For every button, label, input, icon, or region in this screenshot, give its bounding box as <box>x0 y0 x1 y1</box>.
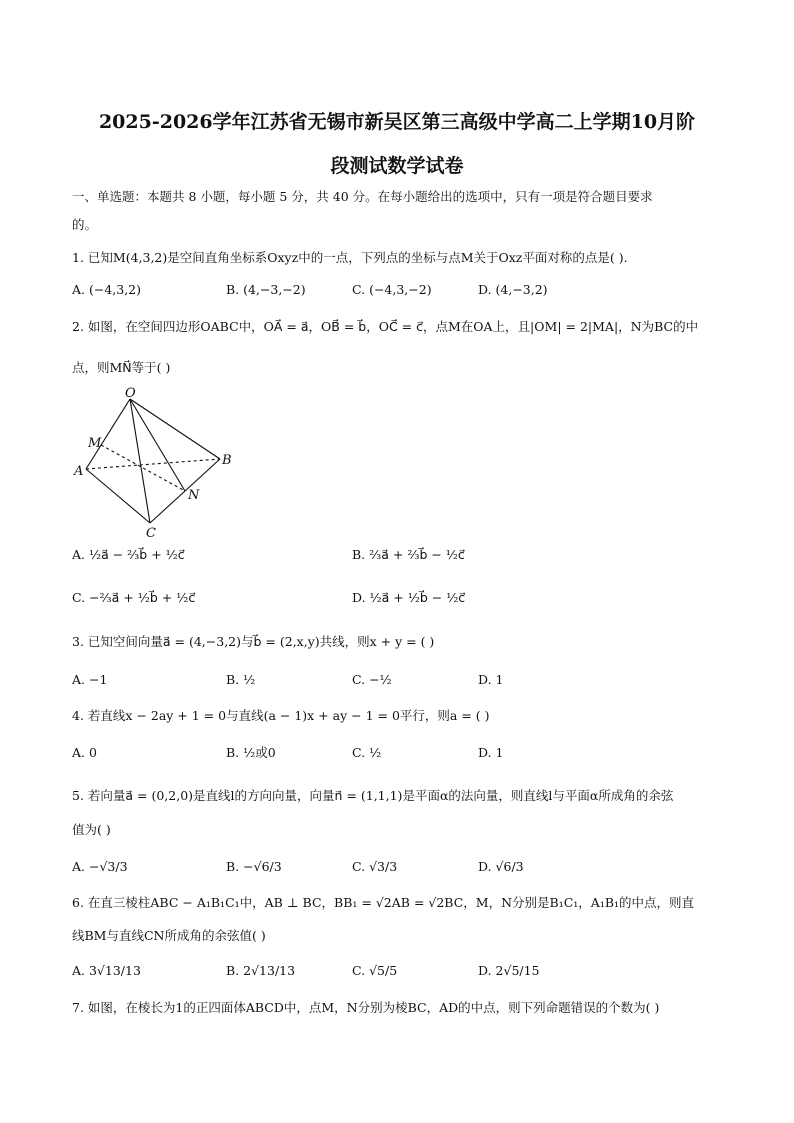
q1-option-a: A. (−4,3,2) <box>72 282 142 297</box>
q3-option-a: A. −1 <box>72 672 108 687</box>
label-o: O <box>125 386 136 401</box>
label-c: C <box>146 526 156 541</box>
question-2-text-cont: 点，则MN⃗等于( ) <box>72 360 171 375</box>
question-1-text: 1. 已知M(4,3,2)是空间直角坐标系Oxyz中的一点，下列点的坐标与点M关于Oxz平面对称的点是( ). <box>72 250 628 265</box>
segment-on <box>130 399 185 491</box>
q6-option-c: C. √5/5 <box>352 963 398 978</box>
edge-oc <box>130 399 150 523</box>
q3-option-c: C. −½ <box>352 672 392 687</box>
title-line-1: 2025-2026学年江苏省无锡市新吴区第三高级中学高二上学期10月阶 <box>98 111 696 133</box>
segment-mn <box>101 445 185 491</box>
question-3-text: 3. 已知空间向量a⃗ = (4,−3,2)与b⃗ = (2,x,y)共线，则x + y = ( ) <box>72 634 435 649</box>
q5-option-c: C. √3/3 <box>352 859 398 874</box>
label-m: M <box>88 436 102 451</box>
page-title <box>60 100 734 188</box>
question-5-text: 5. 若向量a⃗ = (0,2,0)是直线l的方向向量，向量n⃗ = (1,1,1)是平面α的法向量，则直线l与平面α所成角的余弦 <box>72 788 674 803</box>
label-b: B <box>222 453 232 468</box>
edge-ab <box>86 459 220 469</box>
label-a: A <box>74 464 84 479</box>
q1-option-c: C. (−4,3,−2) <box>352 282 432 297</box>
edge-oa <box>86 399 130 469</box>
q2-option-c: C. −⅔a⃗ + ½b⃗ + ½c⃗ <box>72 590 196 605</box>
q4-option-c: C. ½ <box>352 745 382 760</box>
q4-option-b: B. ½或0 <box>226 745 276 760</box>
question-4-text: 4. 若直线x − 2ay + 1 = 0与直线(a − 1)x + ay − 1 = 0平行，则a = ( ) <box>72 708 490 723</box>
q6-option-a: A. 3√13/13 <box>72 963 141 978</box>
q6-option-d: D. 2√5/15 <box>478 963 540 978</box>
tetrahedron-figure <box>72 385 252 545</box>
q3-option-d: D. 1 <box>478 672 504 687</box>
section-heading: 一、单选题：本题共 8 小题，每小题 5 分，共 40 分。在每小题给出的选项中，只有一项是符合题目要求 <box>72 189 653 204</box>
q1-option-b: B. (4,−3,−2) <box>226 282 306 297</box>
section-heading-cont: 的。 <box>72 217 98 232</box>
title-line-2: 段测试数学试卷 <box>330 155 464 177</box>
question-6-text-cont: 线BM与直线CN所成角的余弦值( ) <box>72 928 266 943</box>
q2-option-a: A. ½a⃗ − ⅔b⃗ + ½c⃗ <box>72 547 185 562</box>
q1-option-d: D. (4,−3,2) <box>478 282 548 297</box>
q2-option-b: B. ⅔a⃗ + ⅔b⃗ − ½c⃗ <box>352 547 465 562</box>
q5-option-d: D. √6/3 <box>478 859 524 874</box>
question-6-text: 6. 在直三棱柱ABC − A₁B₁C₁中，AB ⊥ BC，BB₁ = √2AB = √2BC，M，N分别是B₁C₁，A₁B₁的中点，则直 <box>72 895 695 910</box>
q3-option-b: B. ½ <box>226 672 256 687</box>
label-n: N <box>188 488 200 503</box>
q6-option-b: B. 2√13/13 <box>226 963 296 978</box>
edge-ac <box>86 469 150 523</box>
q5-option-b: B. −√6/3 <box>226 859 282 874</box>
edge-ob <box>130 399 220 459</box>
question-2-text: 2. 如图，在空间四边形OABC中，OA⃗ = a⃗，OB⃗ = b⃗，OC⃗ = c⃗，点M在OA上，且|OM| = 2|MA|，N为BC的中 <box>72 319 699 334</box>
q4-option-a: A. 0 <box>72 745 97 760</box>
question-5-text-cont: 值为( ) <box>72 822 111 837</box>
question-7-text: 7. 如图，在棱长为1的正四面体ABCD中，点M，N分别为棱BC，AD的中点，则下列命题错误的个数为( ) <box>72 1000 660 1015</box>
q5-option-a: A. −√3/3 <box>72 859 128 874</box>
q2-option-d: D. ½a⃗ + ½b⃗ − ½c⃗ <box>352 590 466 605</box>
q4-option-d: D. 1 <box>478 745 504 760</box>
